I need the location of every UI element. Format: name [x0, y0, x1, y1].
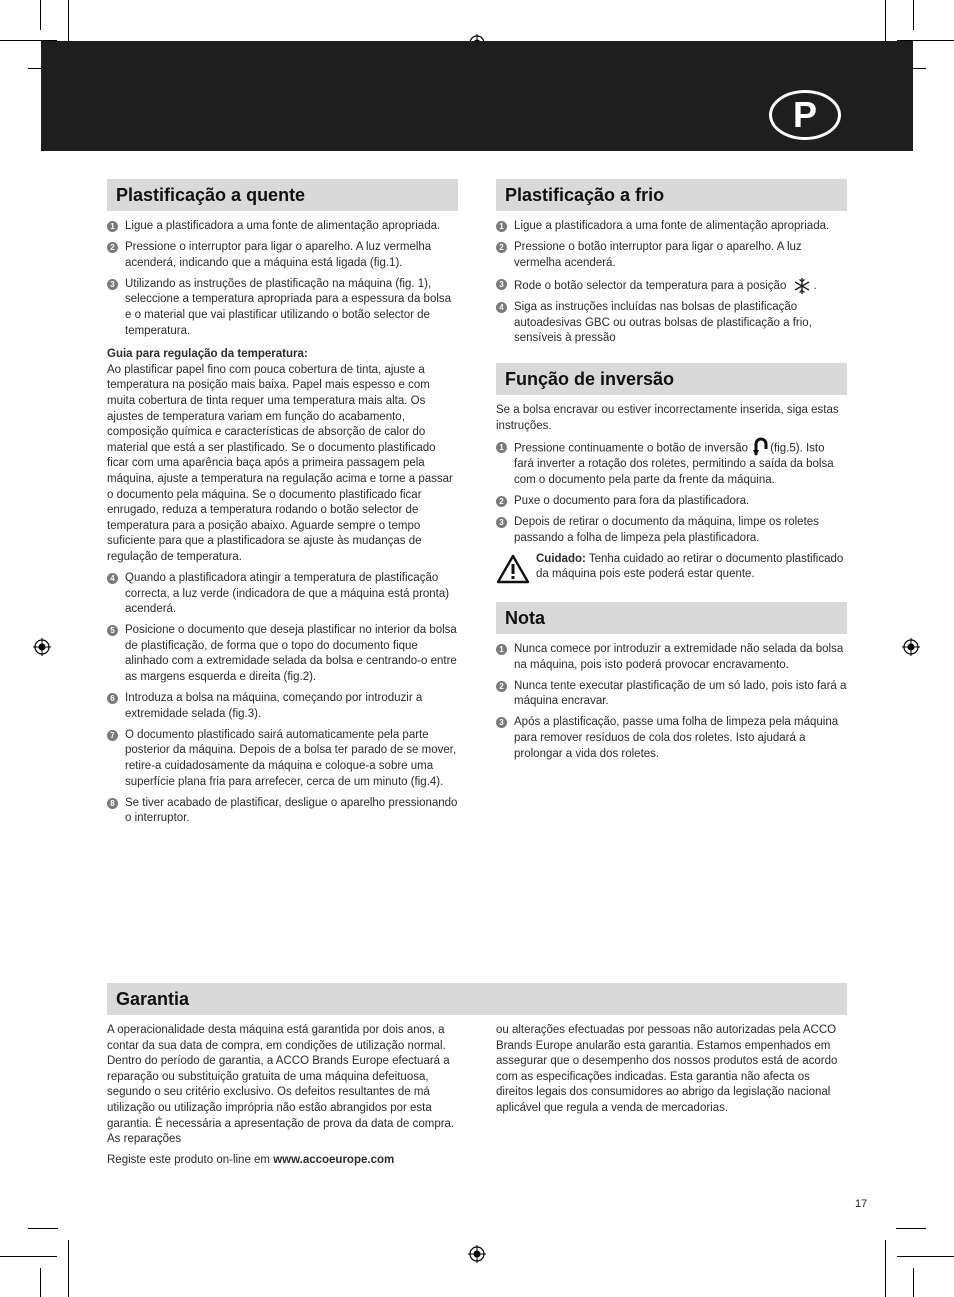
list-item: 1 Ligue a plastificadora a uma fonte de alimentação apropriada.: [107, 219, 458, 235]
list-item: 1 Nunca comece por introduzir a extremidade não selada da bolsa na máquina, pois isto poderá provocar encravamento.: [496, 642, 847, 673]
crop-mark-icon: [896, 1228, 926, 1229]
step-number-icon: 3: [496, 717, 507, 728]
crop-mark-icon: [68, 1240, 69, 1297]
list-item: 7 O documento plastificado sairá automaticamente pela parte posterior da máquina. Depois de a bolsa ter parado de se mover, retire-a cuidadosamente da máquina e coloque-a sobre uma superfície plana fria para arrefecer, cerca de um minuto (fig.4).: [107, 728, 458, 790]
registration-mark-icon: [902, 638, 920, 656]
step-number-icon: 2: [107, 242, 118, 253]
temperature-guide-title: Guia para regulação da temperatura:: [107, 348, 308, 361]
crop-mark-icon: [40, 0, 41, 30]
step-number-icon: 1: [107, 221, 118, 232]
step-number-icon: 1: [496, 442, 507, 453]
step-number-icon: 1: [496, 221, 507, 232]
step-number-icon: 5: [107, 625, 118, 636]
note-body: [496, 642, 847, 768]
step-number-icon: 4: [496, 302, 507, 313]
step-number-icon: 2: [496, 496, 507, 507]
section-title-note: Nota: [496, 602, 847, 634]
list-item: 1 Ligue a plastificadora a uma fonte de alimentação apropriada.: [496, 219, 847, 235]
list-item: 2 Nunca tente executar plastificação de um só lado, pois isto fará a máquina encravar.: [496, 679, 847, 710]
reverse-arrow-icon: [753, 437, 769, 457]
list-item: 8 Se tiver acabado de plastificar, desligue o aparelho pressionando o interruptor.: [107, 796, 458, 827]
crop-mark-icon: [913, 0, 914, 30]
language-badge: P: [769, 90, 841, 140]
warranty-right-column: [496, 1023, 847, 1122]
crop-mark-icon: [28, 1228, 58, 1229]
step-number-icon: 1: [496, 644, 507, 655]
list-item: 6 Introduza a bolsa na máquina, começando por introduzir a extremidade selada (fig.3).: [107, 691, 458, 722]
list-item: 3 Depois de retirar o documento da máquina, limpe os roletes passando a folha de limpeza pela plastificadora.: [496, 515, 847, 546]
section-title-reverse-function: Função de inversão: [496, 363, 847, 395]
page-number: 17: [855, 1198, 868, 1210]
list-item: 3 Rode o botão selector da temperatura para a posição .: [496, 277, 847, 295]
step-number-icon: 3: [496, 517, 507, 528]
caution-label: Cuidado:: [536, 552, 586, 565]
section-title-hot-lamination: Plastificação a quente: [107, 179, 458, 211]
list-item: 2 Pressione o interruptor para ligar o aparelho. A luz vermelha acenderá, indicando que a máquina está ligada (fig.1).: [107, 240, 458, 271]
list-item: 1 Pressione continuamente o botão de inversão (fig.5). Isto fará inverter a rotação dos roletes, permitindo a saída da bolsa com o documento pela parte da frente da máquina.: [496, 440, 847, 488]
step-number-icon: 2: [496, 681, 507, 692]
step-number-icon: 6: [107, 693, 118, 704]
list-item: 4 Siga as instruções incluídas nas bolsas de plastificação autoadesivas GBC ou outras bolsas de plastificação a frio, sensíveis à pressão: [496, 300, 847, 347]
list-item: 4 Quando a plastificadora atingir a temperatura de plastificação correcta, a luz verde (indicadora de que a máquina está pronta) acenderá.: [107, 571, 458, 618]
crop-mark-icon: [897, 1256, 954, 1257]
step-number-icon: 8: [107, 798, 118, 809]
crop-mark-icon: [913, 1268, 914, 1297]
warranty-left-column: [107, 1023, 458, 1174]
list-item: 2 Pressione o botão interruptor para ligar o aparelho. A luz vermelha acenderá.: [496, 240, 847, 271]
crop-mark-icon: [40, 1268, 41, 1297]
temperature-guide-text: Ao plastificar papel fino com pouca cobertura de tinta, ajuste a temperatura na posição mais baixa. Papel mais espesso e com muita cobertura de tinta requer uma temperatura mais alta. Os ajustes de temperatura variam em função do acabamento, composição química e características de absorção de calor do material que está a ser plastificado. Se o documento plastificado ficar com uma aparência baça após a primeira passagem pela máquina, ajuste a temperatura na regulação acima e torne a passar o documento pela máquina. Se o documento plastificado ficar enrugado, reduza a temperatura rodando o botão selector de temperatura para a posição abaixo. Aguarde sempre o tempo suficiente para que a plastificadora se ajuste às mudanças de regulação de temperatura.: [107, 363, 453, 563]
list-item: 3 Utilizando as instruções de plastificação na máquina (fig. 1), seleccione a temperatura apropriada para a espessura da bolsa e o material que vai plastificar utilizando o botão selector de temperatura.: [107, 277, 458, 339]
step-number-icon: 3: [107, 279, 118, 290]
warranty-text-left: A operacionalidade desta máquina está garantida por dois anos, a contar da sua data de compra, em condições de utilização normal. Dentro do período de garantia, a ACCO Brands Europe efectuará a reparação ou substituição gratuita de uma máquina defeituosa, segundo o seu critério exclusivo. Os defeitos resultantes de má utilização ou utilização imprópria não estão abrangidos por esta garantia. É necessária a apresentação de prova da data de compra. As reparações: [107, 1024, 455, 1146]
registration-mark-icon: [33, 638, 51, 656]
step-number-icon: 3: [496, 279, 507, 290]
crop-mark-icon: [885, 1240, 886, 1297]
reverse-intro: Se a bolsa encravar ou estiver incorrectamente inserida, siga estas instruções.: [496, 404, 839, 432]
step-number-icon: 4: [107, 573, 118, 584]
section-title-warranty: Garantia: [107, 983, 847, 1015]
list-item: 3 Após a plastificação, passe uma folha de limpeza pela máquina para remover resíduos de cola dos roletes. Isto ajudará a prolongar a vida dos roletes.: [496, 715, 847, 762]
step-number-icon: 7: [107, 730, 118, 741]
registration-mark-icon: [468, 1245, 486, 1263]
caution-text: Tenha cuidado ao retirar o documento plastificado da máquina pois este poderá estar quente.: [536, 552, 844, 581]
warning-triangle-icon: [496, 554, 530, 584]
list-item: 5 Posicione o documento que deseja plastificar no interior da bolsa de plastificação, de forma que o topo do documento fique alinhado com a extremidade selada da bolsa e centrando-o entre as margens esquerda e direita (fig.2).: [107, 623, 458, 685]
register-line: Registe este produto on-line em www.accoeurope.com: [107, 1154, 395, 1167]
cold-lamination-body: [496, 219, 847, 353]
step-number-icon: 2: [496, 242, 507, 253]
snowflake-icon: [792, 277, 812, 295]
register-link[interactable]: www.accoeurope.com: [273, 1154, 395, 1167]
caution-note: [496, 552, 847, 583]
reverse-function-body: [496, 403, 847, 583]
list-item: 2 Puxe o documento para fora da plastificadora.: [496, 494, 847, 510]
warranty-text-right: ou alterações efectuadas por pessoas não autorizadas pela ACCO Brands Europe anularão esta garantia. Estamos empenhados em assegurar que o desempenho dos nossos produtos está de acordo com as especificações indicadas. Esta garantia não afecta os direitos legais dos consumidores ao abrigo da legislação nacional aplicável que regula a venda de mercadorias.: [496, 1024, 838, 1114]
crop-mark-icon: [0, 1256, 57, 1257]
section-title-cold-lamination: Plastificação a frio: [496, 179, 847, 211]
hot-lamination-body: [107, 219, 458, 832]
